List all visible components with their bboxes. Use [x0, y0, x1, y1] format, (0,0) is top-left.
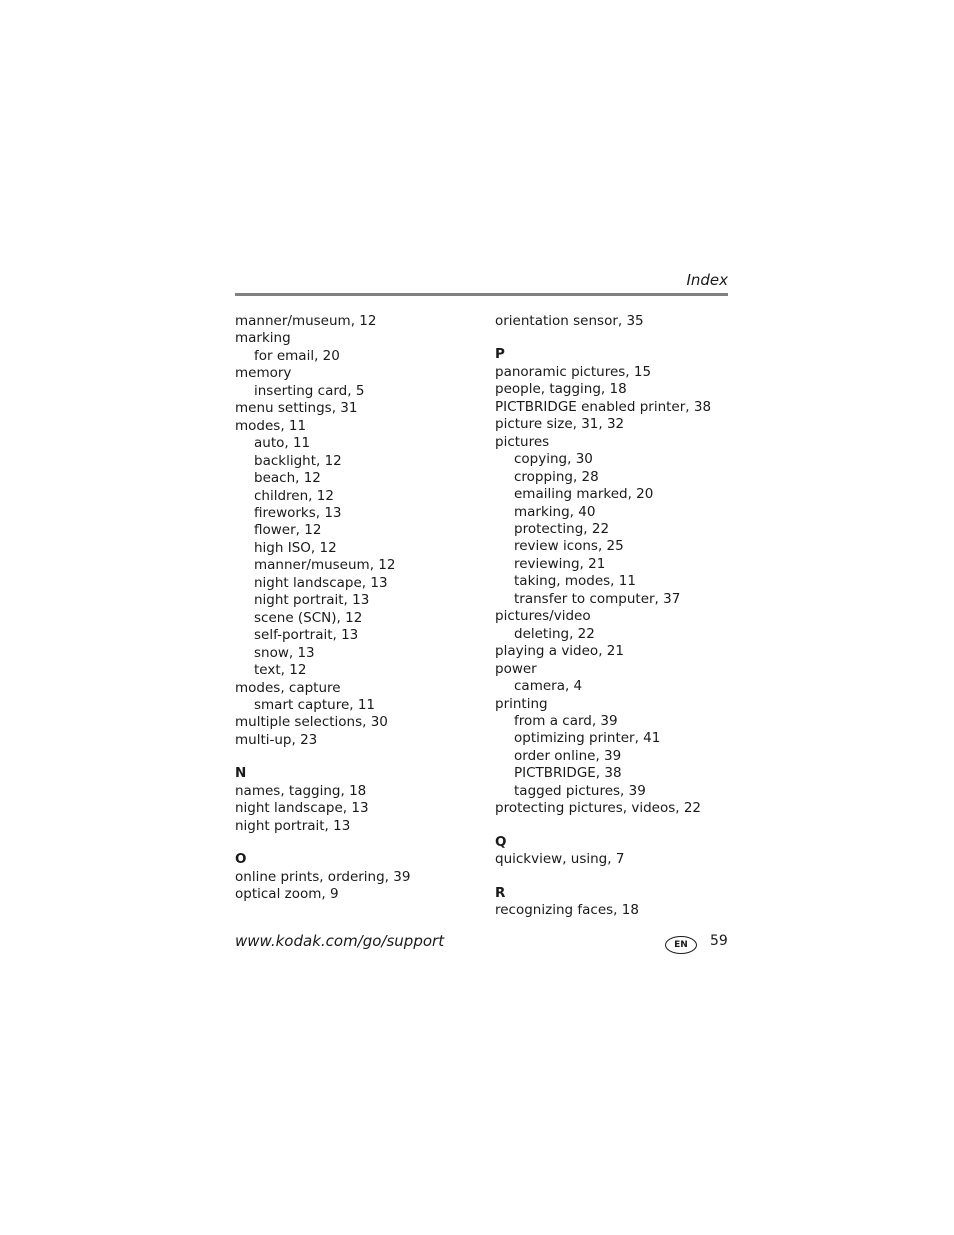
index-subentry: tagged pictures, 39 [514, 782, 646, 799]
index-entry: protecting pictures, videos, 22 [495, 800, 702, 817]
section-gap [235, 835, 475, 851]
index-entry: PICTBRIDGE enabled printer, 38 [495, 398, 712, 415]
index-entry: names, tagging, 18 [235, 782, 367, 799]
index-subentry: deleting, 22 [514, 625, 595, 642]
index-entry: people, tagging, 18 [495, 381, 627, 398]
index-subentry: scene (SCN), 12 [254, 609, 363, 626]
index-section-letter: P [495, 346, 505, 363]
index-subentry: protecting, 22 [514, 520, 610, 537]
index-entry: online prints, ordering, 39 [235, 868, 411, 885]
index-entry: night portrait, 13 [235, 817, 351, 834]
language-badge: EN [665, 936, 697, 954]
header-rule [235, 293, 728, 296]
index-entry: multiple selections, 30 [235, 714, 388, 731]
index-subentry: transfer to computer, 37 [514, 590, 681, 607]
index-section-letter: R [495, 884, 506, 901]
index-entry: orientation sensor, 35 [495, 313, 644, 329]
index-entry: optical zoom, 9 [235, 886, 339, 903]
index-entry: panoramic pictures, 15 [495, 363, 652, 380]
index-entry: manner/museum, 12 [235, 313, 377, 329]
index-subentry: PICTBRIDGE, 38 [514, 765, 622, 782]
index-subentry: camera, 4 [514, 678, 583, 695]
index-subentry: fireworks, 13 [254, 504, 342, 521]
index-section-letter: Q [495, 833, 507, 850]
index-subentry: text, 12 [254, 662, 307, 679]
index-subentry: backlight, 12 [254, 452, 342, 469]
index-entry: playing a video, 21 [495, 643, 624, 660]
index-subentry: smart capture, 11 [254, 696, 376, 713]
index-subentry: cropping, 28 [514, 468, 599, 485]
index-subentry: marking, 40 [514, 503, 596, 520]
index-subentry: auto, 11 [254, 435, 311, 452]
index-entry: modes, capture [235, 679, 341, 696]
index-subentry: reviewing, 21 [514, 555, 606, 572]
index-section-letter: O [235, 851, 247, 868]
page-number: 59 [710, 933, 728, 949]
section-gap [495, 818, 735, 834]
index-entry: pictures [495, 433, 550, 450]
index-entry: printing [495, 695, 548, 712]
index-column-right [495, 313, 735, 920]
section-gap [495, 869, 735, 885]
index-entry: menu settings, 31 [235, 400, 358, 417]
index-entry: picture size, 31, 32 [495, 416, 625, 433]
section-gap [495, 330, 735, 346]
index-subentry: review icons, 25 [514, 538, 624, 555]
index-subentry: beach, 12 [254, 470, 321, 487]
index-subentry: for email, 20 [254, 347, 340, 364]
section-gap [235, 749, 475, 765]
index-entry: pictures/video [495, 608, 591, 625]
index-entry: recognizing faces, 18 [495, 902, 639, 919]
index-entry: memory [235, 365, 292, 382]
index-entry: multi-up, 23 [235, 731, 318, 748]
index-subentry: emailing marked, 20 [514, 486, 654, 503]
index-entry: power [495, 660, 537, 677]
index-subentry: night portrait, 13 [254, 592, 370, 609]
index-subentry: snow, 13 [254, 644, 315, 661]
index-entry: quickview, using, 7 [495, 851, 625, 868]
index-subentry: inserting card, 5 [254, 382, 365, 399]
page-header-title: Index [686, 271, 728, 289]
index-subentry: optimizing printer, 41 [514, 730, 661, 747]
index-entry: modes, 11 [235, 417, 307, 434]
footer-url: www.kodak.com/go/support [235, 932, 445, 950]
index-subentry: high ISO, 12 [254, 539, 337, 556]
index-subentry: children, 12 [254, 487, 334, 504]
index-subentry: self-portrait, 13 [254, 627, 359, 644]
index-entry: night landscape, 13 [235, 800, 369, 817]
index-subentry: taking, modes, 11 [514, 573, 636, 590]
index-subentry: order online, 39 [514, 747, 622, 764]
index-subentry: flower, 12 [254, 522, 322, 539]
index-subentry: manner/museum, 12 [254, 557, 396, 574]
index-column-left [235, 313, 475, 904]
index-subentry: copying, 30 [514, 451, 593, 468]
index-section-letter: N [235, 765, 247, 782]
index-subentry: night landscape, 13 [254, 574, 388, 591]
index-subentry: from a card, 39 [514, 712, 618, 729]
index-entry: marking [235, 330, 291, 347]
